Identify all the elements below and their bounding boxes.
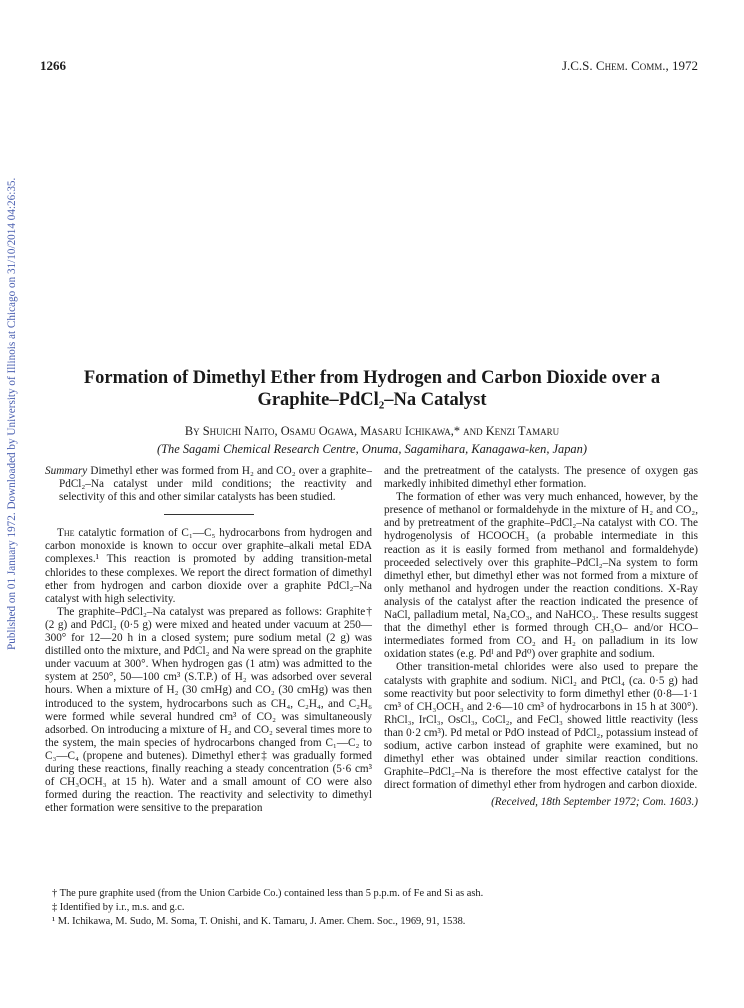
journal-header: J.C.S. Chem. Comm., 1972 <box>561 58 698 73</box>
body-paragraph-1 <box>45 527 372 606</box>
body-paragraph-2: The graphite–PdCl₂–Na catalyst was prepared as follows: Graphite† (2 g) and PdCl₂ (0·5 g) were mixed and heated under vacuum at 250—300° for 12—20 h in a closed system; pure sodium metal (2 g) was distilled onto the mixture, and PdCl₂ and Na were spread on the graphite under vacuum at 300°. When hydrogen gas (1 atm) was admitted to the system at 250°, 50—100 cm³ (S.T.P.) of H₂ was adsorbed over several hours. When a mixture of H₂ (30 cmHg) and CO₂ (30 cmHg) was then introduced to the system, hydrocarbons such as CH₄, C₂H₄, and C₂H₆ were formed while several hundred cm³ of CO₂ was simultaneously adsorbed. On introducing a mixture of H₂ and CO₂ several times more to the system, the main species of hydrocarbons changed from C₁—C₂ to C₃—C₄ (propene and butenes). Dimethyl ether‡ was gradually formed during these reactions, finally reaching a steady concentration (5·6 cm³ of CH₃OCH₃ at 15 h). Water and a small amount of CO were also formed during the reaction. The reactivity and selectivity to dimethyl ether formation were sensitive to the preparation <box>45 605 372 815</box>
footnotes <box>52 887 702 929</box>
author-list: By Shuichi Naito, Osamu Ogawa, Masaru Ichikawa,* and Kenzi Tamaru <box>184 424 560 438</box>
received-date: (Received, 18th September 1972; Com. 1603.) <box>491 796 698 809</box>
download-watermark-text: Published on 01 January 1972. Downloaded by University of Illinois at Chicago on 31/10/2014 04:26:35. <box>6 177 18 650</box>
summary-paragraph <box>45 465 372 504</box>
page-number: 1266 <box>40 58 66 73</box>
left-column <box>45 465 372 815</box>
article-title: Formation of Dimethyl Ether from Hydrogen and Carbon Dioxide over a Graphite–PdCl₂–Na Catalyst <box>83 368 661 410</box>
footnote-dagger: † The pure graphite used (from the Union Carbide Co.) contained less than 5 p.p.m. of Fe and Si as ash. <box>52 888 484 899</box>
body-paragraph-4: The formation of ether was very much enhanced, however, by the presence of methanol or formaldehyde in the mixture of H₂ and CO₂, and by pretreatment of the graphite–PdCl₂–Na catalyst with CO. The hydrogenolysis of HCOOCH₃ (a probable intermediate in this reaction as it is easily formed from methanol and formaldehyde) proceeded selectively over this graphite–PdCl₂–Na system to form dimethyl ether, but dimethyl ether was not formed from a mixture of only methanol and hydrogen under the reaction conditions. X-Ray analysis of the catalyst after the reaction indicated the presence of NaCl, palladium metal, Na₂CO₃, and NaHCO₃. These results suggest that the dimethyl ether is formed through CH₃O– and/or HCO–intermediates formed from CO₂ and H₂ on palladium in its low oxidation states (e.g. Pdᴵ and Pd⁰) over graphite and sodium. <box>384 491 698 661</box>
affiliation: (The Sagami Chemical Research Centre, Onuma, Sagamihara, Kanagawa-ken, Japan) <box>157 442 587 456</box>
reference-1: ¹ M. Ichikawa, M. Sudo, M. Soma, T. Onishi, and K. Tamaru, J. Amer. Chem. Soc., 1969, 91, 1538. <box>52 916 466 927</box>
body-paragraph-1-text: catalytic formation of C₁—C₅ hydrocarbons from hydrogen and carbon monoxide is known to occur over graphite–alkali metal EDA complexes.¹ This reaction is promoted by adding transition-metal chlorides to these complexes. We report the direct formation of dimethyl ether from hydrogen and carbon dioxide over a graphite PdCl₂–Na catalyst with high selectivity. <box>45 527 372 605</box>
summary-label: Summary <box>45 465 88 477</box>
body-paragraph-3: and the pretreatment of the catalysts. The presence of oxygen gas markedly inhibited dimethyl ether formation. <box>384 465 698 491</box>
right-column <box>384 465 698 809</box>
summary-text: Dimethyl ether was formed from H₂ and CO₂ over a graphite–PdCl₂–Na catalyst under mild conditions; the reactivity and selectivity of this and other similar catalysts has been studied. <box>59 465 372 504</box>
download-watermark <box>0 150 22 650</box>
footnote-double-dagger: ‡ Identified by i.r., m.s. and g.c. <box>52 902 185 913</box>
section-divider <box>164 514 254 515</box>
lead-word: The <box>57 527 75 540</box>
body-paragraph-5: Other transition-metal chlorides were also used to prepare the catalysts with graphite and sodium. NiCl₂ and PtCl₄ (ca. 0·5 g) had some reactivity but poor selectivity to form dimethyl ether (0·8—1·1 cm³ of CH₃OCH₃ and 2·6—10 cm³ of hydrocarbons in 15 h at 300°). RhCl₃, IrCl₃, OsCl₃, CoCl₂, and FeCl₃ showed little reactivity (less than 0·2 cm³). Pd metal or PdO instead of PdCl₂, potassium instead of sodium, active carbon instead of graphite were examined, but no dimethyl ether was obtained under similar reaction conditions. Graphite–PdCl₂–Na is therefore the most effective catalyst for the direct formation of dimethyl ether from hydrogen and carbon dioxide. <box>384 661 698 792</box>
